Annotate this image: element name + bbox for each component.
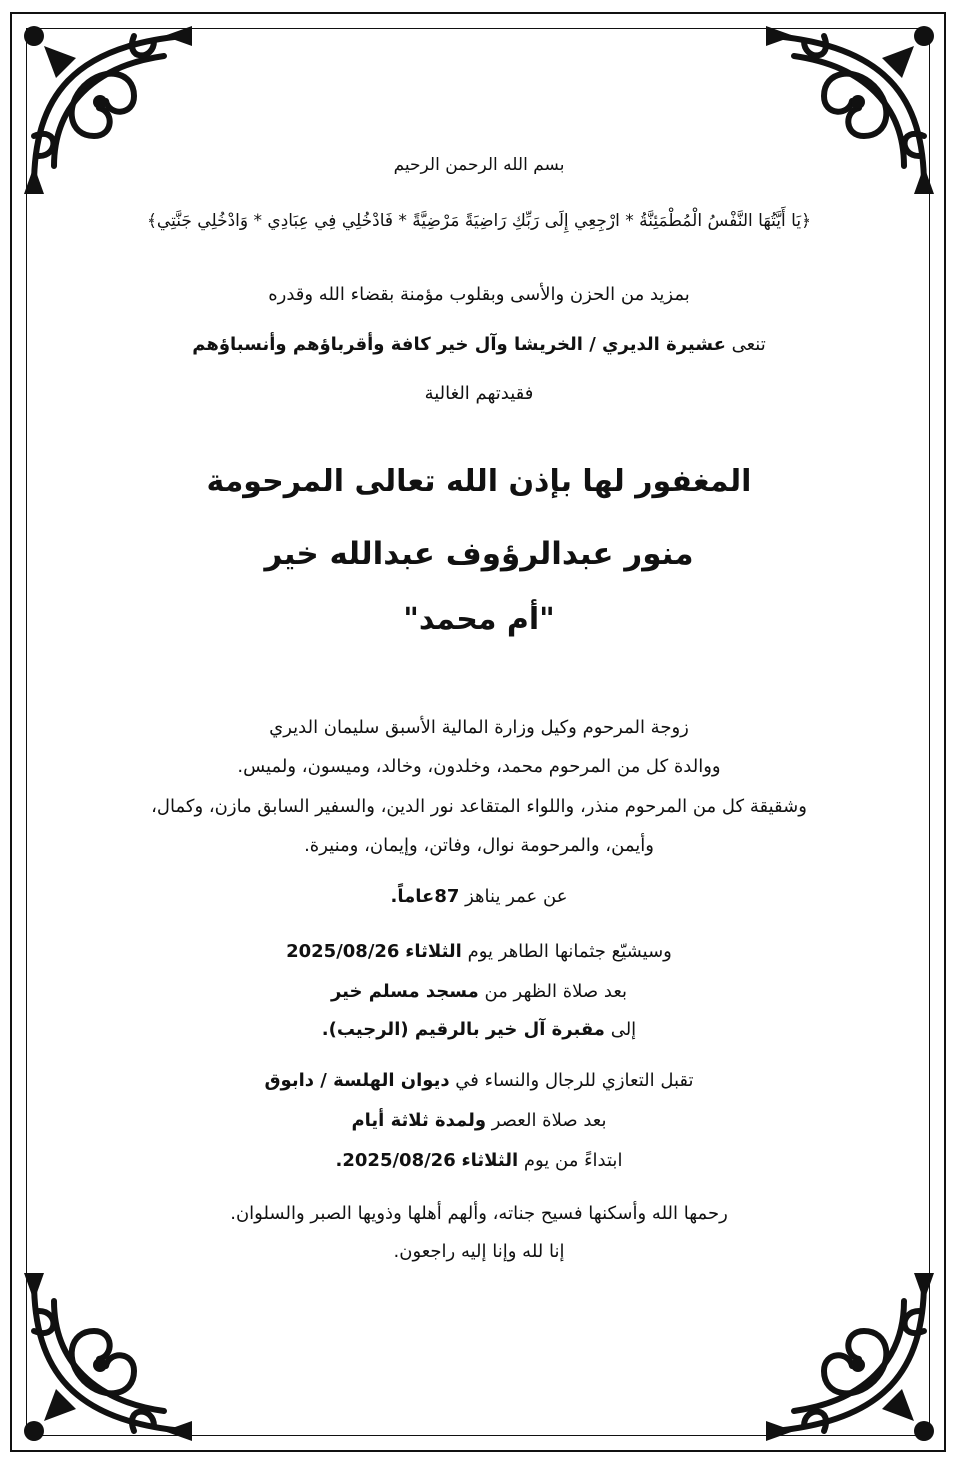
condolences-time: بعد صلاة العصر	[486, 1110, 607, 1131]
closing-prayer: رحمها الله وأسكنها فسيح جناته، وألهم أهلها وذويها الصبر والسلوان.	[230, 1203, 728, 1224]
basmala: بسم الله الرحمن الرحيم	[393, 155, 565, 175]
burial-cemetery: مقبرة آل خير بالرقيم (الرجيب).	[321, 1019, 605, 1040]
condolences-line-1	[0, 1070, 958, 1091]
funeral-mosque: مسجد مسلم خير	[330, 981, 479, 1002]
mourners-line	[0, 334, 958, 355]
funeral-day: الثلاثاء	[405, 941, 462, 962]
relation-siblings-1: وشقيقة كل من المرحوم منذر، واللواء المتقاعد نور الدين، والسفير السابق مازن، وكمال،	[151, 796, 807, 817]
condolences-duration: ولمدة ثلاثة أيام	[351, 1110, 487, 1131]
title-line-1: المغفور لها بإذن الله تعالى المرحومة	[206, 464, 752, 499]
condolences-line-3	[0, 1150, 958, 1171]
age-value: 87	[434, 886, 460, 907]
funeral-time: بعد صلاة الظهر من	[478, 981, 628, 1002]
corner-ornament-bottom-left	[14, 1261, 204, 1451]
condolences-start: ابتداءً من يوم	[518, 1150, 623, 1171]
relation-children: ووالدة كل من المرحوم محمد، وخلدون، وخالد، وميسون، ولميس.	[237, 756, 721, 777]
intro-line: بمزيد من الحزن والأسى وبقلوب مؤمنة بقضاء الله وقدره	[268, 284, 690, 305]
relation-siblings-2: وأيمن، والمرحومة نوال، وفاتن، وإيمان، ومنيرة.	[304, 835, 654, 856]
mourners-prefix: تنعى	[725, 334, 766, 355]
deceased-kunya: "أم محمد"	[403, 602, 555, 637]
condolences-day: الثلاثاء	[461, 1150, 519, 1171]
condolences-line-2	[0, 1110, 958, 1131]
relation-husband: زوجة المرحوم وكيل وزارة المالية الأسبق سليمان الديري	[269, 717, 689, 738]
deceased-name: منور عبدالرؤوف عبدالله خير	[264, 536, 694, 572]
funeral-prefix: وسيشيّع جثمانها الطاهر يوم	[461, 941, 672, 962]
quran-verse: ﴿يَا أَيَّتُهَا النَّفْسُ الْمُطْمَئِنَّةُ * ارْجِعِي إِلَى رَبِّكِ رَاضِيَةً مَرْضِيَّةً * فَادْخُلِي فِي عِبَادِي * وَادْخُلِي جَنَّتِي﴾	[146, 211, 812, 231]
funeral-line-1	[0, 941, 958, 962]
funeral-date: 2025/08/26	[286, 941, 400, 962]
corner-ornament-top-right	[754, 16, 944, 206]
funeral-line-3	[0, 1019, 958, 1040]
beloved-line: فقيدتهم الغالية	[424, 383, 534, 404]
age-line	[0, 886, 958, 907]
age-suffix: عاماً.	[390, 886, 435, 907]
burial-prefix: إلى	[604, 1019, 637, 1040]
condolences-place: ديوان الهلسة / دابوق	[264, 1070, 450, 1091]
funeral-line-2	[0, 981, 958, 1002]
closing-verse: إنا لله وإنا إليه راجعون.	[393, 1241, 565, 1262]
condolences-date: 2025/08/26.	[335, 1150, 456, 1171]
age-prefix: عن عمر يناهز	[459, 886, 568, 907]
condolences-prefix: تقبل التعازي للرجال والنساء في	[449, 1070, 694, 1091]
corner-ornament-bottom-right	[754, 1261, 944, 1451]
mourners-names: عشيرة الديري / الخريشا وآل خير كافة وأقرباؤهم وأنسباؤهم	[192, 334, 726, 355]
corner-ornament-top-left	[14, 16, 204, 206]
